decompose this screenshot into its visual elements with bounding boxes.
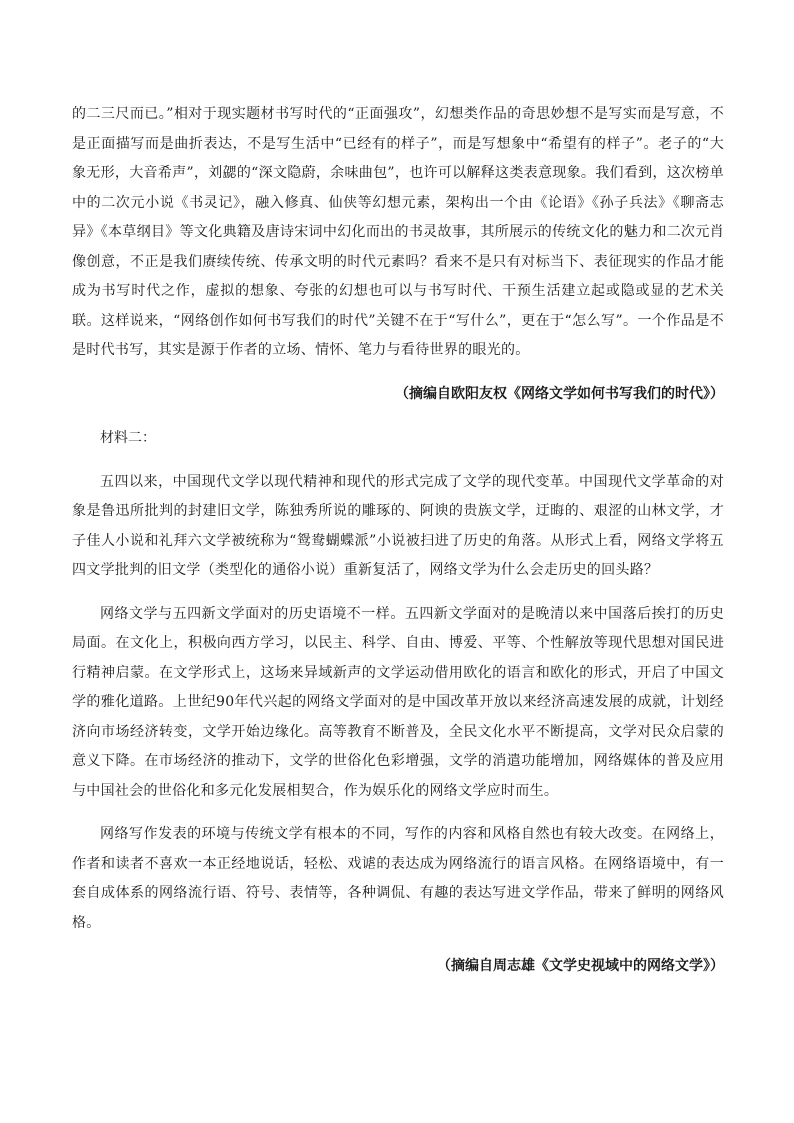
document-page <box>72 100 724 978</box>
material-two-paragraph-3: 网络写作发表的环境与传统文学有根本的不同，写作的内容和风格自然也有较大改变。在网络上，作者和读者不喜欢一本正经地说话，轻松、戏谑的表达成为网络流行的语言风格。在网络语境中，有一套自成体系的网络流行语、符号、表情等，各种调侃、有趣的表达写进文学作品，带来了鲜明的网络风格。 <box>72 826 724 931</box>
material-two-source: （摘编自周志雄《文学史视域中的网络文学》） <box>437 958 724 974</box>
material-one-paragraph: 的二三尺而已。”相对于现实题材书写时代的“正面强攻”，幻想类作品的奇思妙想不是写实而是写意，不是正面描写而是曲折表达，不是写生活中“已经有的样子”，而是写想象中“希望有的样子”。老子的“大象无形，大音希声”，刘勰的“深文隐蔚，余味曲包”，也许可以解释这类表意现象。我们看到，这次榜单中的二次元小说《书灵记》，融入修真、仙侠等幻想元素，架构出一个由《论语》《孙子兵法》《聊斋志异》《本草纲目》等文化典籍及唐诗宋词中幻化而出的书灵故事，其所展示的传统文化的魅力和二次元肖像创意，不正是我们赓续传统、传承文明的时代元素吗？看来不是只有对标当下、表征现实的作品才能成为书写时代之作，虚拟的想象、夸张的幻想也可以与书写时代、干预生活建立起或隐或显的艺术关联。这样说来，“网络创作如何书写我们的时代”关键不在于“写什么”，更在于“怎么写”。一个作品是不是时代书写，其实是源于作者的立场、情怀、笔力与看待世界的眼光的。 <box>72 106 724 358</box>
material-one-source: （摘编自欧阳友权《网络文学如何书写我们的时代》） <box>395 385 724 402</box>
material-two-paragraph-1: 五四以来，中国现代文学以现代精神和现代的形式完成了文学的现代变革。中国现代文学革命的对象是鲁迅所批判的封建旧文学，陈独秀所说的雕琢的、阿谀的贵族文学，迂晦的、艰涩的山林文学，才子佳人小说和礼拜六文学被统称为“鸳鸯蝴蝶派”小说被扫进了历史的角落。从形式上看，网络文学将五四文学批判的旧文学（类型化的通俗小说）重新复活了，网络文学为什么会走历史的回头路？ <box>72 473 724 578</box>
material-two-heading: 材料二： <box>100 429 156 446</box>
material-two-paragraph-2: 网络文学与五四新文学面对的历史语境不一样。五四新文学面对的是晚清以来中国落后挨打的历史局面。在文化上，积极向西方学习，以民主、科学、自由、博爱、平等、个性解放等现代思想对国民进行精神启蒙。在文学形式上，这场来异域新声的文学运动借用欧化的语言和欧化的形式，开启了中国文学的雅化道路。上世纪90年代兴起的网络文学面对的是中国改革开放以来经济高速发展的成就，计划经济向市场经济转变，文学开始边缘化。高等教育不断普及，全民文化水平不断提高，文学对民众启蒙的意义下降。在市场经济的推动下，文学的世俗化色彩增强，文学的消遣功能增加，网络媒体的普及应用与中国社会的世俗化和多元化发展相契合，作为娱乐化的网络文学应时而生。 <box>72 605 724 799</box>
